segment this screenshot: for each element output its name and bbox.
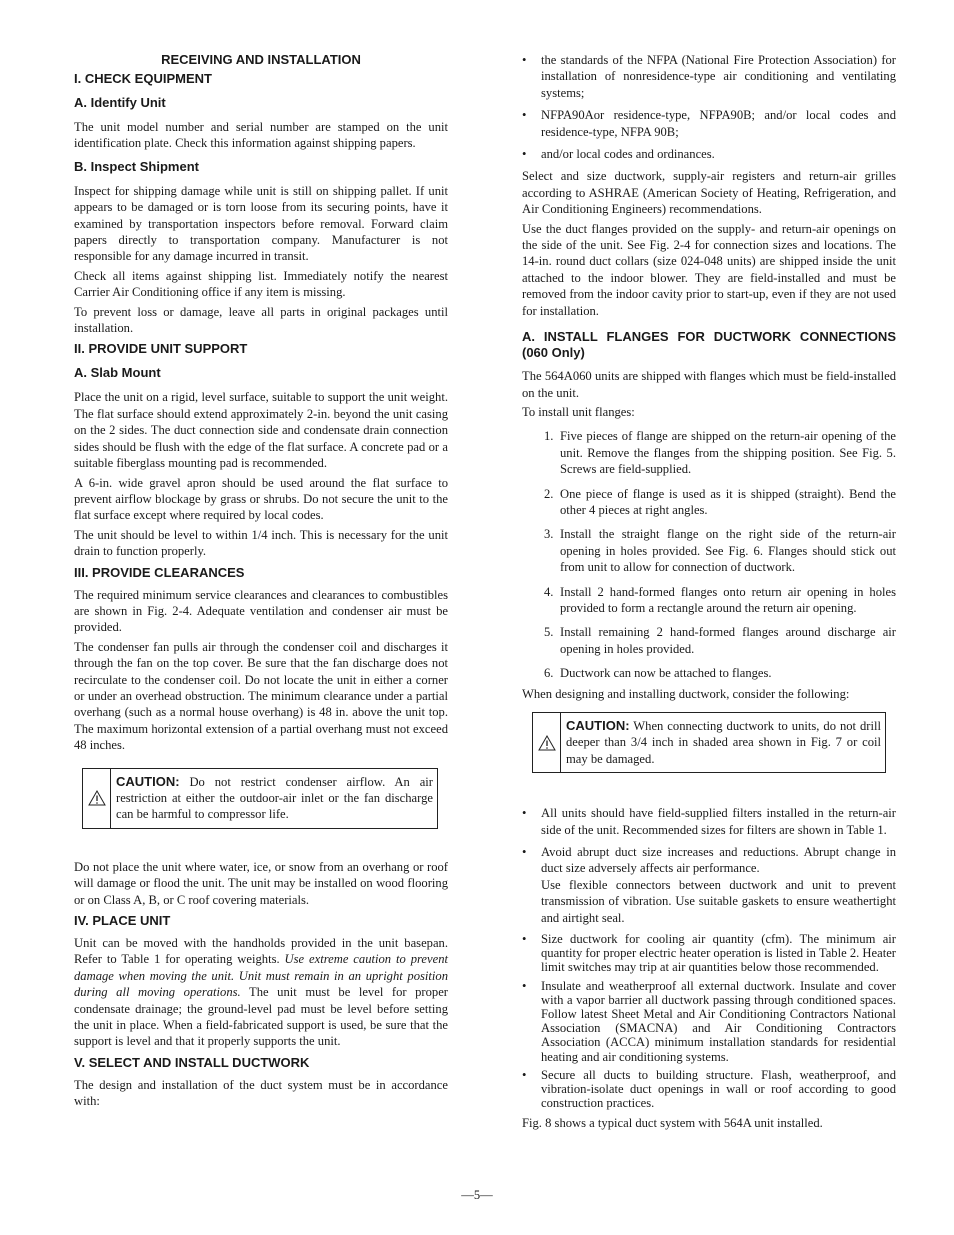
list-item: • Insulate and weatherproof all external ductwork. Insulate and cover with a vapor barrier all ductwork passing through conditioned spaces. Follow latest Sheet Metal and Air Conditioning Contractors National Association (SMACNA) and Air Conditioning Contractors Association (ACCA) minimum installation standards for residential heating and air conditioning systems. [522, 979, 896, 1064]
place-unit-caution-italic: Use extreme caution to prevent damage when moving the unit. Unit must remain in an upright position during all moving operations. [74, 952, 448, 1000]
place-unit-text-a: Unit can be moved with the handholds provided in the unit basepan. Refer to Table 1 for operating weights. [74, 936, 448, 967]
identify-unit-heading: A. Identify Unit [74, 95, 166, 110]
list-item: • the standards of the NFPA (National Fire Protection Association) for installation of nonresidence-type air conditioning and ventilating systems; [522, 52, 896, 101]
ductwork-size-paragraph: Select and size ductwork, supply-air registers and return-air grilles according to ASHRAE (American Society of Heating, Refrigeration, and Air Conditioning Engineers) recommendations. [522, 169, 896, 217]
caution-body: Do not restrict condenser airflow. An air restriction at either the outdoor-air inlet or the fan discharge can be harmful to compressor life. [116, 774, 433, 822]
list-item: • Size ductwork for cooling air quantity (cfm). The minimum air quantity for proper electric heater operation is listed in Table 2. Heater limit switches may trip at air quantities below those recommended. [522, 932, 896, 975]
right-column [522, 50, 896, 1134]
duct-flanges-paragraph: Use the duct flanges provided on the supply- and return-air openings on the side of the unit. See Fig. 2-4 for connection sizes and locations. The 14-in. round duct collars (size 024-048 units) are shipped inside the unit attached to the indoor blower. They are field-installed and must be removed from the indoor cavity prior to start-up, even if they are not used for installation. [522, 221, 896, 318]
list-item: 4. Install 2 hand-formed flanges onto return air opening in holes provided to form a rectangle around the return air opening. [544, 584, 896, 615]
duct-system-figure-reference: Fig. 8 shows a typical duct system with 564A unit installed. [522, 1115, 823, 1130]
considerations-list-continued [522, 932, 896, 1110]
install-flanges-intro: To install unit flanges: [522, 404, 635, 419]
ductwork-considerations-intro: When designing and installing ductwork, consider the following: [522, 686, 850, 701]
caution-text-airflow [111, 769, 437, 828]
caution-box-drilling [532, 712, 886, 773]
slab-mount-paragraph-3: The unit should be level to within 1/4 inch. This is necessary for the unit drain to function properly. [74, 527, 448, 559]
considerations-list [522, 805, 896, 926]
left-column [74, 50, 448, 1113]
clearances-paragraph-2: The condenser fan pulls air through the condenser coil and discharges it through the fan on the top cover. Be sure that the fan discharge does not recirculate to the condenser coil. Do not locate the unit in either a corner or under an overhead obstruction. The minimum clearance under a partial overhang (such as a normal house overhang) is 48 in. above the unit top. The maximum horizontal extension of a partial overhang must not exceed 48 inches. [74, 639, 448, 753]
clearances-paragraph-1: The required minimum service clearances and clearances to combustibles are shown in Fig. 2-4. Adequate ventilation and condenser air must be provided. [74, 587, 448, 635]
list-item: • Avoid abrupt duct size increases and reductions. Abrupt change in duct size adversely affects air performance. Use flexible connectors between ductwork and unit to prevent transmission of vibration. Use suitable gaskets to ensure weathertight and airtight seal. [522, 844, 896, 926]
slab-mount-heading: A. Slab Mount [74, 365, 161, 381]
main-heading: RECEIVING AND INSTALLATION [161, 52, 361, 67]
warning-triangle-icon [83, 769, 111, 828]
place-unit-paragraph [74, 935, 448, 1050]
standards-list [522, 52, 896, 162]
caution-text-drilling [561, 713, 885, 772]
caution-label: CAUTION: [566, 718, 630, 733]
slab-mount-paragraph-1: Place the unit on a rigid, level surface, suitable to support the unit weight. The flat surface should extend approximately 2-in. beyond the unit casing on the 2 sides. The duct connection side and condensate drain connection sides should be flush with the edge of the flat surface. A concrete pad or a suitable fiberglass mounting pad is recommended. [74, 390, 448, 471]
inspect-shipment-paragraph-3: To prevent loss or damage, leave all parts in original packages until installation. [74, 304, 448, 336]
section-place-unit-heading: IV. PLACE UNIT [74, 913, 171, 929]
page-number: —5— [461, 1188, 493, 1202]
inspect-shipment-heading: B. Inspect Shipment [74, 158, 199, 174]
list-item: 2. One piece of flange is used as it is shipped (straight). Bend the other 4 pieces at right angles. [544, 486, 896, 517]
caution-label: CAUTION: [116, 773, 180, 789]
list-item: • All units should have field-supplied filters installed in the return-air side of the unit. Recommended sizes for filters are shown in Table 1. [522, 805, 896, 838]
list-item: 6. Ductwork can now be attached to flanges. [544, 666, 772, 681]
list-item: • Secure all ducts to building structure. Flash, weatherproof, and vibration-isolate duct openings in wall or roof according to good construction practices. [522, 1068, 896, 1111]
section-unit-support-heading: II. PROVIDE UNIT SUPPORT [74, 341, 248, 357]
section-ductwork-heading: V. SELECT AND INSTALL DUCTWORK [74, 1054, 310, 1070]
inspect-shipment-paragraph-1: Inspect for shipping damage while unit is still on shipping pallet. If unit appears to be damaged or is torn loose from its securing points, have it examined by transportation inspectors before removal. Forward claim papers directly to transportation company. Manufacturer is not responsible for any damage incurred in transit. [74, 183, 448, 264]
list-item: 3. Install the straight flange on the right side of the return-air opening in holes provided. See Fig. 6. Flanges should stick out from unit to allow for connection of ductwork. [544, 527, 896, 575]
clearances-paragraph-3: Do not place the unit where water, ice, or snow from an overhang or roof will damage or flood the unit. The unit may be installed on wood flooring or on Class A, B, or C roof covering materials. [74, 859, 448, 907]
caution-box-airflow [82, 768, 438, 829]
warning-triangle-icon [533, 713, 561, 772]
section-check-equipment-heading: I. CHECK EQUIPMENT [74, 71, 212, 86]
identify-unit-paragraph: The unit model number and serial number are stamped on the unit identification plate. Check this information against shipping papers. [74, 120, 448, 151]
place-unit-text-c: The unit must be level for proper condensate drainage; the ground-level pad must be level before setting the unit in place. When a field-fabricated support is used, be sure that the support is level and that it properly supports the unit. [74, 985, 449, 1049]
section-clearances-heading: III. PROVIDE CLEARANCES [74, 564, 245, 580]
list-item: 1. Five pieces of flange are shipped on the return-air opening of the unit. Remove the flanges from the shipping position. See Fig. 5. Screws are field-supplied. [544, 429, 896, 477]
ductwork-paragraph: The design and installation of the duct system must be in accordance with: [74, 1077, 448, 1109]
slab-mount-paragraph-2: A 6-in. wide gravel apron should be used around the flat surface to prevent airflow blockage by grass or shrubs. Do not secure the unit to the flat surface except where required by local codes. [74, 475, 448, 523]
list-item: • and/or local codes and ordinances. [522, 146, 896, 162]
list-item: 5. Install remaining 2 hand-formed flanges around discharge air opening in holes provided. [544, 625, 896, 656]
flanges-shipped-paragraph: The 564A060 units are shipped with flanges which must be field-installed on the unit. [522, 369, 896, 400]
install-flanges-heading: A. INSTALL FLANGES FOR DUCTWORK CONNECTIONS (060 Only) [522, 329, 896, 361]
flange-steps-list [522, 428, 896, 681]
list-item: • NFPA90Aor residence-type, NFPA90B; and/or local codes and residence-type, NFPA 90B; [522, 107, 896, 140]
inspect-shipment-paragraph-2: Check all items against shipping list. Immediately notify the nearest Carrier Air Conditioning office if any item is missing. [74, 268, 448, 300]
caution-body: When connecting ductwork to units, do not drill deeper than 3/4 inch in shaded area shown in Fig. 7 or coil may be damaged. [566, 719, 881, 766]
